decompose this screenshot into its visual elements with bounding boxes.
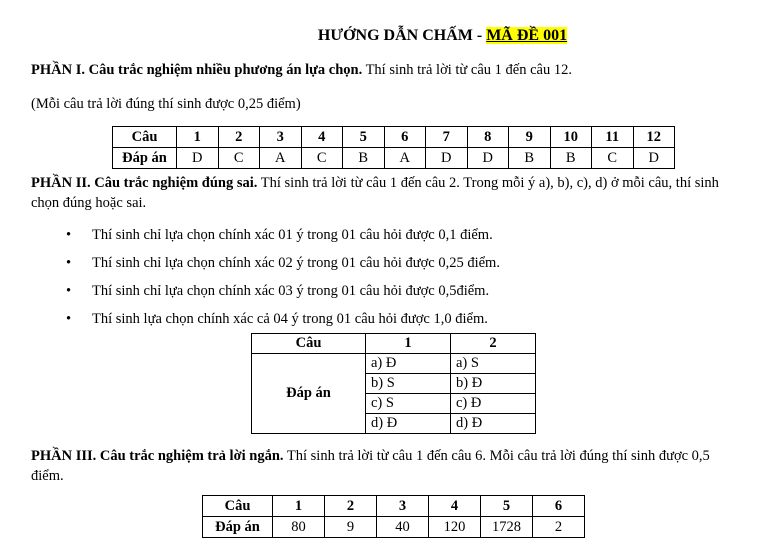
part3-heading: PHẦN III. Câu trắc nghiệm trả lời ngắn. (31, 448, 284, 464)
bullet-icon: • (66, 255, 72, 271)
answer-cell: c) S (366, 394, 451, 414)
table-row (252, 334, 536, 354)
list-item (66, 305, 746, 333)
bullet-icon: • (66, 283, 72, 299)
row-label-cell: Đáp án (252, 354, 366, 434)
bullet-icon: • (66, 311, 72, 327)
row-label-cell: Đáp án (113, 148, 177, 169)
question-number-cell: 1 (273, 496, 325, 517)
part2-heading: PHẦN II. Câu trắc nghiệm đúng sai. (31, 175, 258, 191)
list-item-text: Thí sinh chỉ lựa chọn chính xác 03 ý trong 01 câu hỏi được 0,5điểm. (92, 283, 490, 299)
part2-answer-table (251, 333, 536, 434)
answer-cell: D (426, 148, 468, 169)
title-text: HƯỚNG DẪN CHẤM - (317, 27, 487, 44)
scoring-rules-list (66, 221, 746, 333)
answer-cell: d) Đ (366, 414, 451, 434)
question-number-cell: 8 (467, 127, 509, 148)
table-row (203, 517, 585, 538)
exam-code-highlight: MÃ ĐỀ 001 (486, 27, 568, 44)
answer-cell: a) S (451, 354, 536, 374)
question-number-cell: 4 (429, 496, 481, 517)
answer-cell: 1728 (481, 517, 533, 538)
part1-paragraph (31, 60, 746, 80)
list-item-text: Thí sinh chỉ lựa chọn chính xác 02 ý trong 01 câu hỏi được 0,25 điểm. (92, 255, 500, 271)
answer-cell: 40 (377, 517, 429, 538)
question-number-cell: 3 (260, 127, 302, 148)
question-number-cell: 7 (426, 127, 468, 148)
question-number-cell: 2 (451, 334, 536, 354)
answer-cell: A (260, 148, 302, 169)
question-number-cell: 1 (366, 334, 451, 354)
table-row (252, 354, 536, 374)
question-number-cell: 4 (301, 127, 343, 148)
question-number-cell: 9 (509, 127, 551, 148)
part3-answer-table (202, 495, 585, 538)
answer-cell: C (301, 148, 343, 169)
list-item (66, 277, 746, 305)
row-label-cell: Câu (113, 127, 177, 148)
part1-answer-table (112, 126, 675, 169)
question-number-cell: 11 (592, 127, 634, 148)
answer-cell: B (509, 148, 551, 169)
answer-cell: 80 (273, 517, 325, 538)
part1-score-note: (Mỗi câu trả lời đúng thí sinh được 0,25 điểm) (31, 96, 301, 112)
list-item (66, 249, 746, 277)
list-item-text: Thí sinh chỉ lựa chọn chính xác 01 ý trong 01 câu hỏi được 0,1 điểm. (92, 227, 493, 243)
question-number-cell: 3 (377, 496, 429, 517)
part1-body: Thí sinh trả lời từ câu 1 đến câu 12. (365, 62, 572, 78)
list-item (66, 221, 746, 249)
col-label-cell: Câu (252, 334, 366, 354)
list-item-text: Thí sinh lựa chọn chính xác cả 04 ý trong 01 câu hỏi được 1,0 điểm. (92, 311, 488, 327)
table-row (203, 496, 585, 517)
row-label-cell: Đáp án (203, 517, 273, 538)
answer-cell: C (218, 148, 260, 169)
answer-cell: 120 (429, 517, 481, 538)
answer-cell: b) S (366, 374, 451, 394)
part2-body: Thí sinh trả lời từ câu 1 đến câu 2. Trong mỗi ý a), b), c), d) ở mỗi câu, thí sinh chọn đúng hoặc sai. (31, 175, 719, 211)
answer-cell: A (384, 148, 426, 169)
answer-cell: B (343, 148, 385, 169)
document-title (85, 26, 777, 46)
answer-cell: b) Đ (451, 374, 536, 394)
question-number-cell: 2 (218, 127, 260, 148)
question-number-cell: 6 (384, 127, 426, 148)
question-number-cell: 10 (550, 127, 592, 148)
question-number-cell: 1 (177, 127, 219, 148)
question-number-cell: 5 (481, 496, 533, 517)
answer-cell: D (177, 148, 219, 169)
answer-cell: B (550, 148, 592, 169)
table-row (113, 127, 675, 148)
answer-cell: 9 (325, 517, 377, 538)
answer-cell: 2 (533, 517, 585, 538)
row-label-cell: Câu (203, 496, 273, 517)
answer-cell: a) Đ (366, 354, 451, 374)
question-number-cell: 12 (633, 127, 675, 148)
question-number-cell: 2 (325, 496, 377, 517)
part3-body: Thí sinh trả lời từ câu 1 đến câu 6. Mỗi câu trả lời đúng thí sinh được 0,5 điểm. (31, 448, 710, 484)
answer-cell: D (633, 148, 675, 169)
question-number-cell: 5 (343, 127, 385, 148)
answer-cell: D (467, 148, 509, 169)
part1-heading: PHẦN I. Câu trắc nghiệm nhiều phương án lựa chọn. (31, 62, 363, 78)
answer-cell: d) Đ (451, 414, 536, 434)
answer-cell: C (592, 148, 634, 169)
answer-cell: c) Đ (451, 394, 536, 414)
table-row (113, 148, 675, 169)
bullet-icon: • (66, 227, 72, 243)
question-number-cell: 6 (533, 496, 585, 517)
part3-paragraph (31, 446, 746, 486)
part2-paragraph (31, 173, 746, 213)
